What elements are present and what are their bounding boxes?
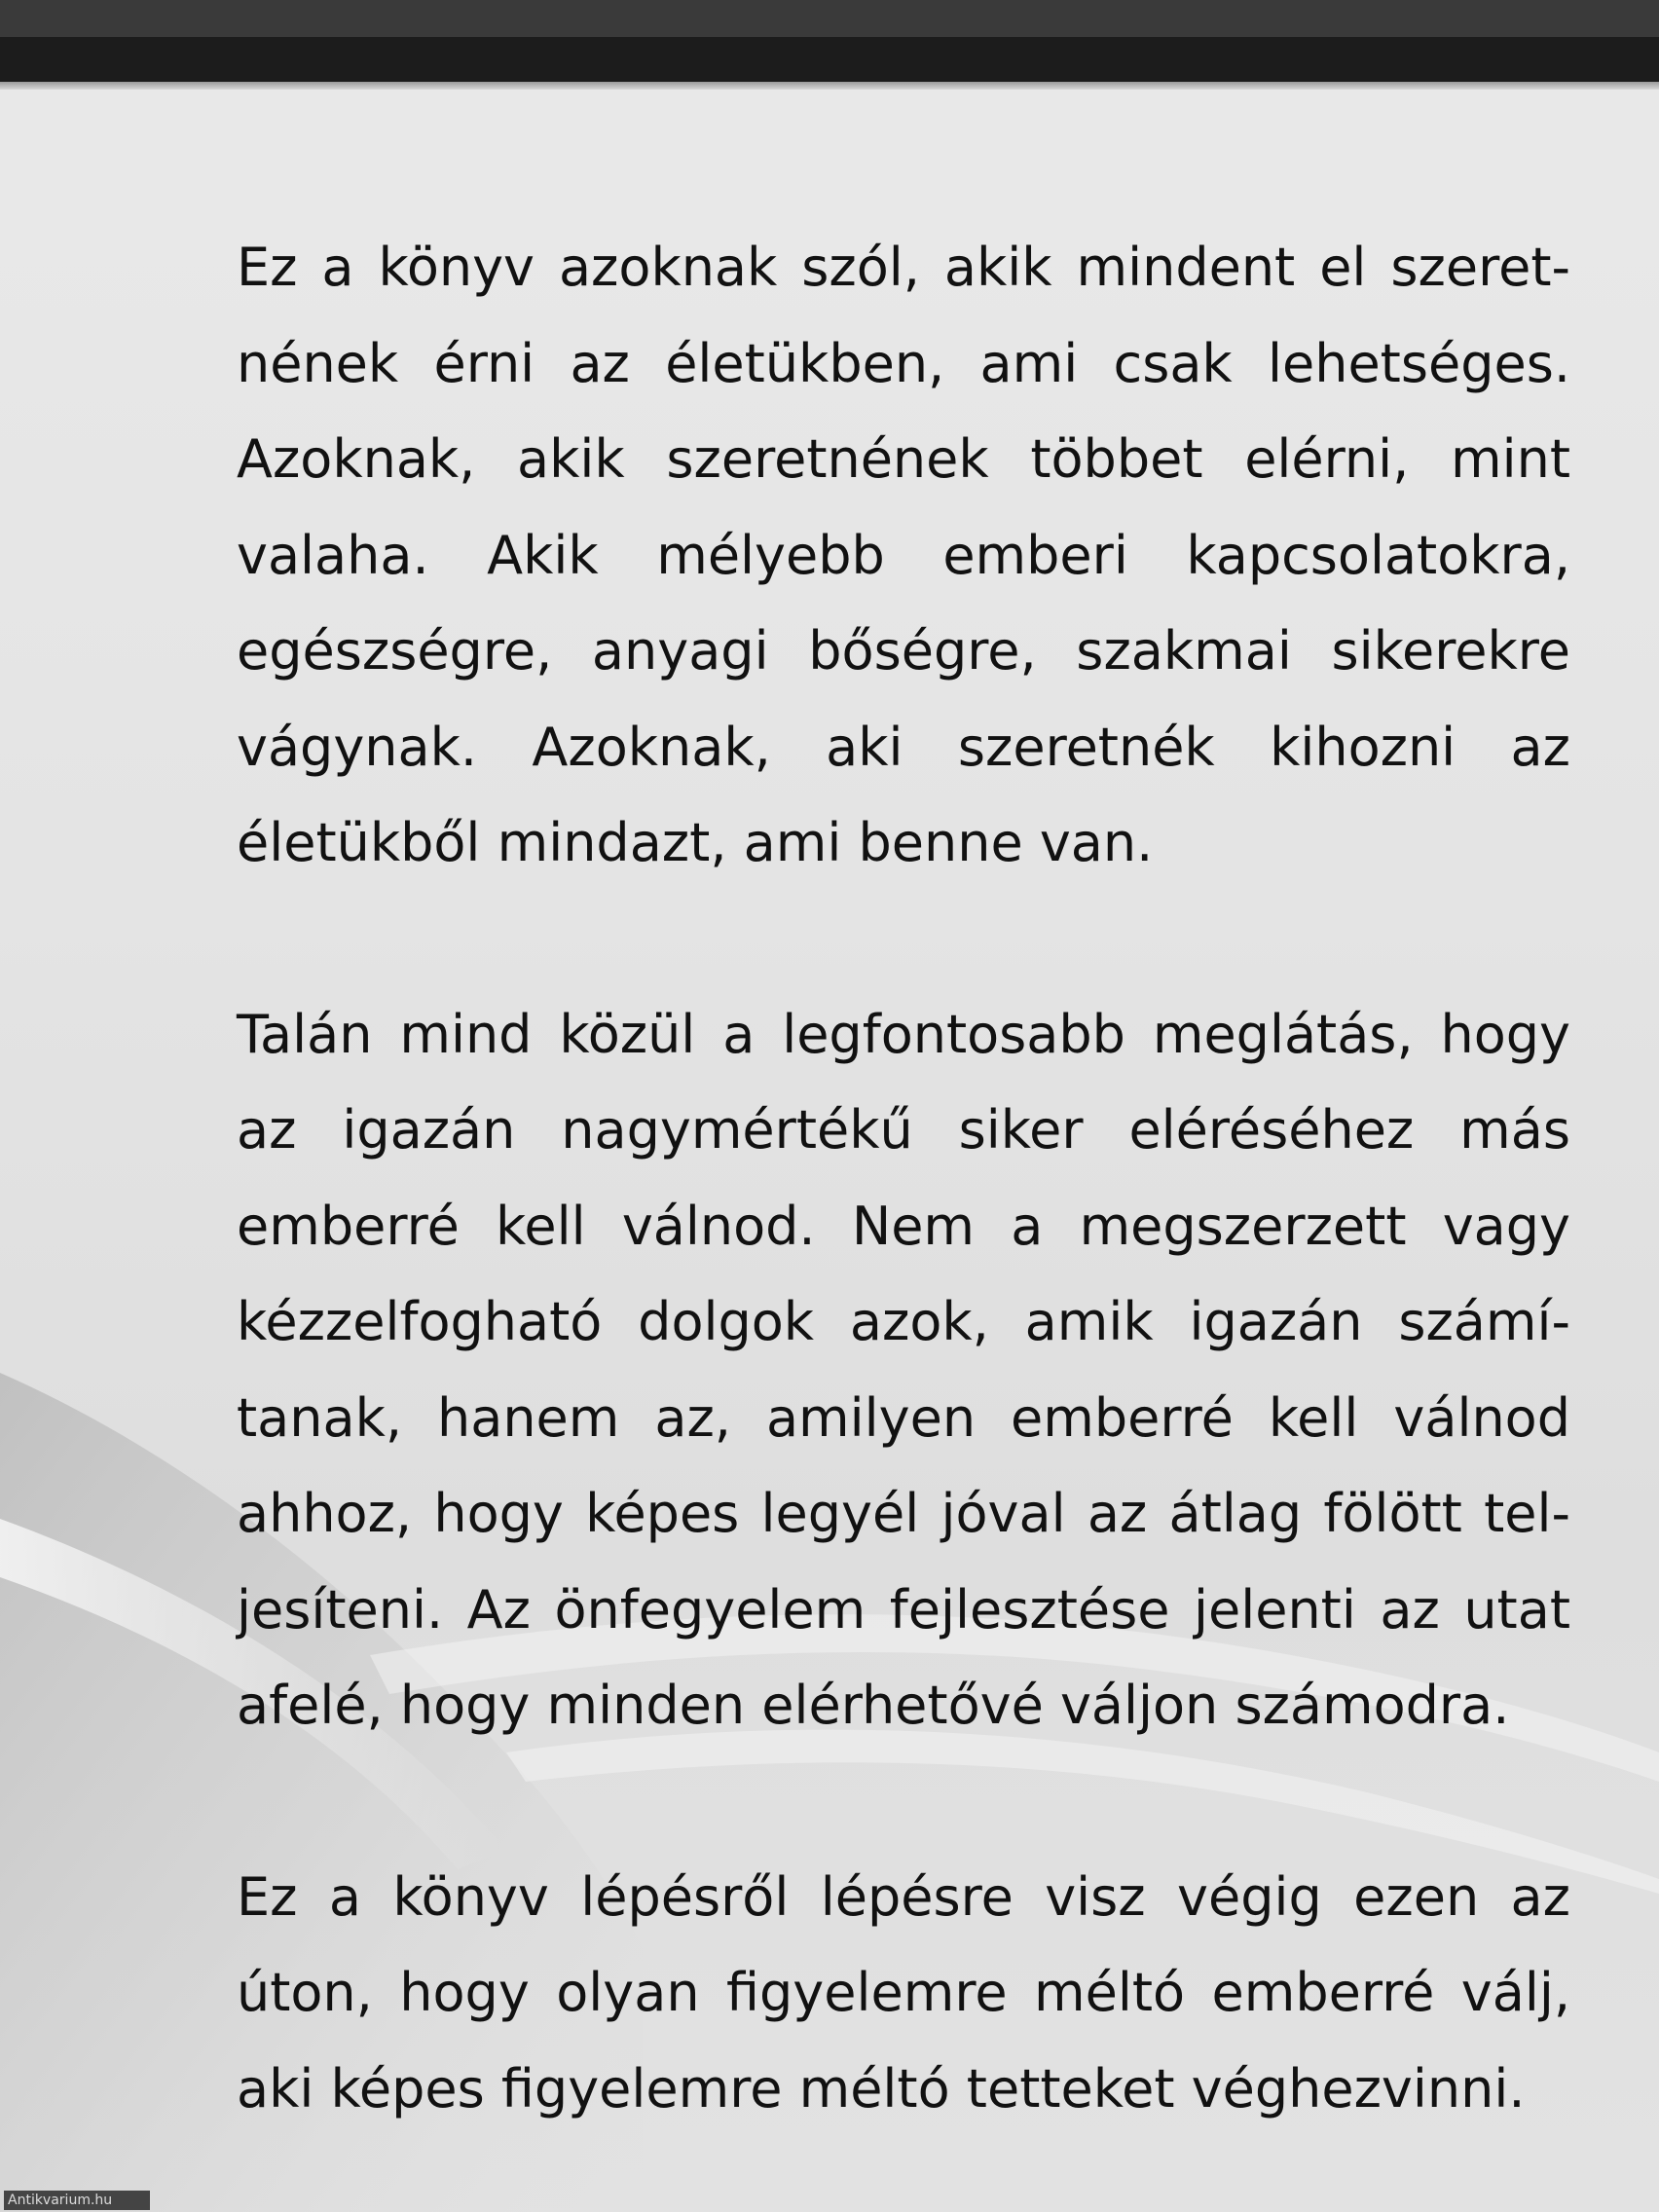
paragraph-2: Talán mind közül a legfontosabb meglátás, hogy az igazán nagymértékű siker eléréséhez más emberré kell válnod. Nem a megszerzett vagy kézzelfogható dolgok azok, amik igazán számítanak, hanem az, amilyen emberré kell válnod ahhoz, hogy képes legyél jóval az átlag fölött teljesíteni. Az önfegyelem fejlesztése jelenti az utat afelé, hogy minden elérhetővé váljon számodra. [237, 1003, 1570, 1736]
description-text-block [237, 220, 1570, 2137]
paragraph-1: Ez a könyv azoknak szól, akik mindent el szeretnének érni az életükben, ami csak lehetséges. Azoknak, akik szeretnének többet elérni, mint valaha. Akik mélyebb emberi kapcsolatokra, egészségre, anyagi bőségre, szakmai sikerekre vágynak. Azoknak, aki szeretnék kihozni az életükből mindazt, ami benne van. [237, 237, 1570, 873]
watermark-label: Antikvarium.hu [4, 2191, 150, 2210]
paragraph-3: Ez a könyv lépésről lépésre visz végig ezen az úton, hogy olyan figyelemre méltó emberré válj, aki képes figyelemre méltó tetteket véghezvinni. [237, 1865, 1570, 2120]
